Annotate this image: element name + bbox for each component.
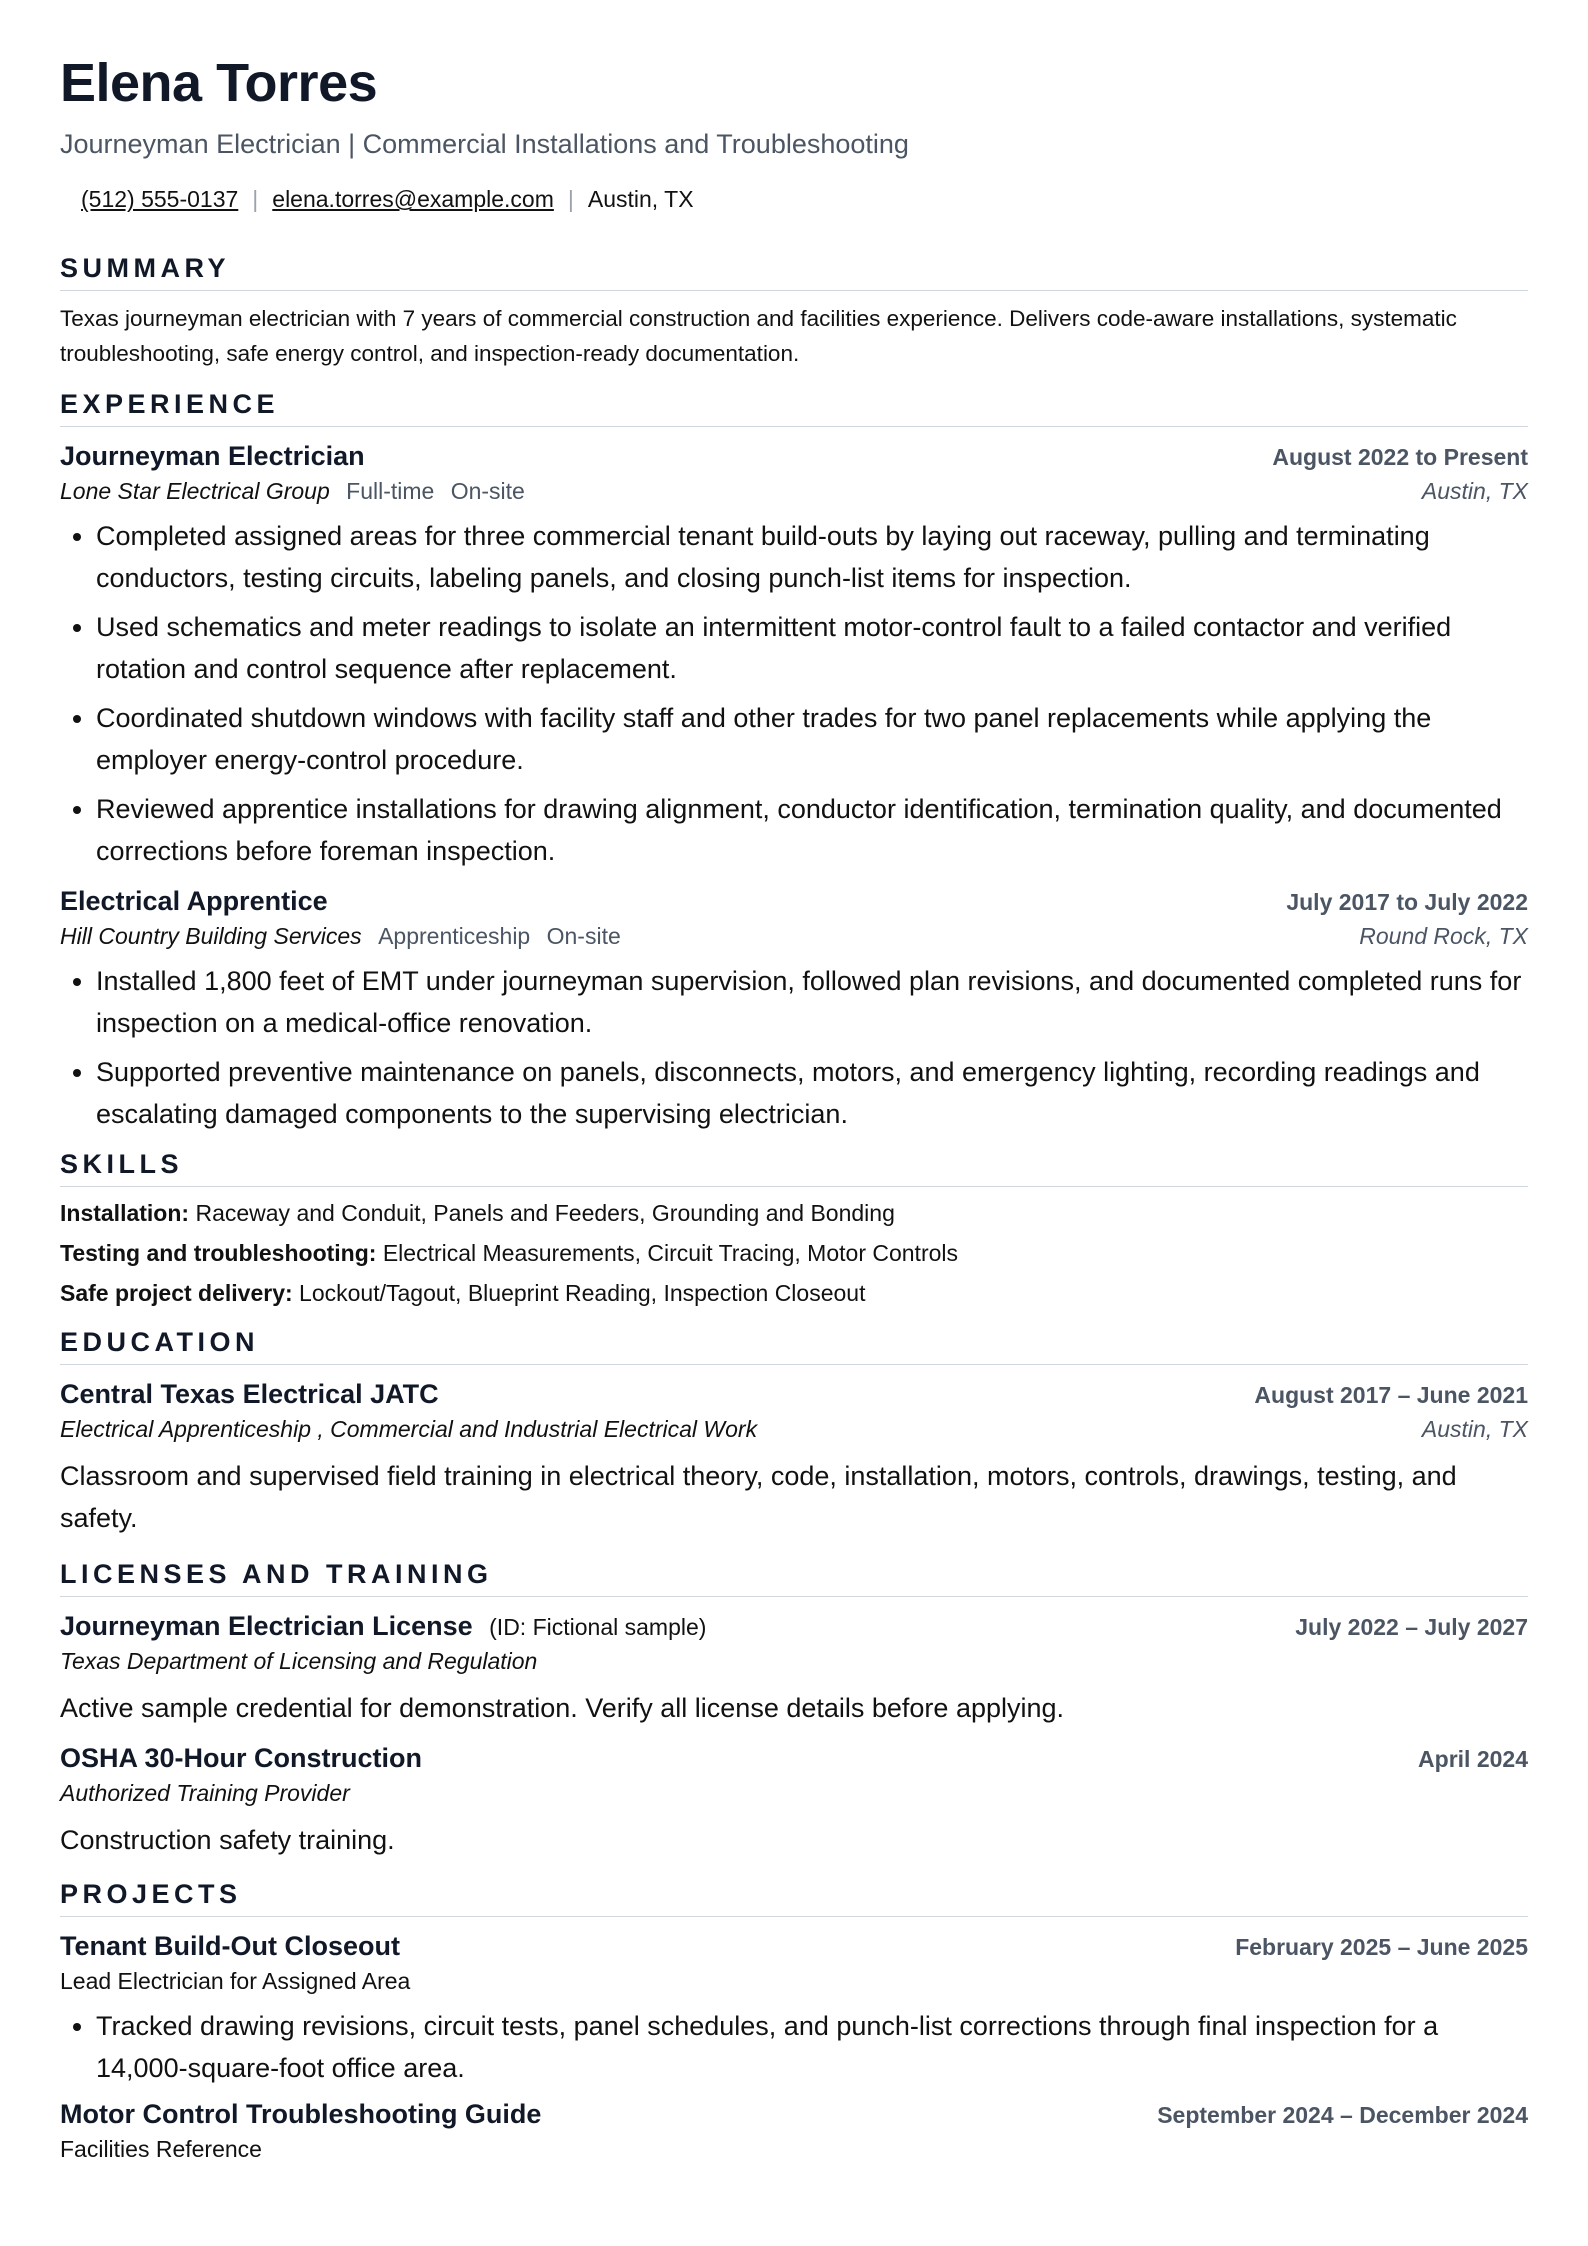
job-title: Electrical Apprentice <box>60 886 328 917</box>
employment-type: Full-time <box>346 478 435 505</box>
bullet-item: • Installed 1,800 feet of EMT under journeyman supervision, followed plan revisions, and documented completed runs for inspection on a medical-office renovation. <box>96 960 1528 1044</box>
license-dates: July 2022 – July 2027 <box>1295 1614 1528 1641</box>
skills-list <box>60 1193 1528 1313</box>
job-bullets <box>60 960 1528 1135</box>
section-heading-skills: SKILLS <box>60 1149 1528 1187</box>
experience-entry <box>60 886 1528 1135</box>
project-dates: February 2025 – June 2025 <box>1235 1934 1528 1961</box>
license-issuer: Texas Department of Licensing and Regulation <box>60 1648 538 1675</box>
employment-type: Apprenticeship <box>378 923 531 950</box>
project-dates: September 2024 – December 2024 <box>1157 2102 1528 2129</box>
job-dates: July 2017 to July 2022 <box>1286 889 1528 916</box>
education-location: Austin, TX <box>1421 1416 1528 1443</box>
license-description: Construction safety training. <box>60 1825 395 1856</box>
skill-line <box>60 1273 1528 1313</box>
project-entry <box>60 1931 1528 2089</box>
skill-category: Safe project delivery: <box>60 1280 293 1307</box>
section-heading-projects: PROJECTS <box>60 1879 1528 1917</box>
school-name: Central Texas Electrical JATC <box>60 1379 439 1410</box>
license-entry <box>60 1743 1528 1861</box>
skill-category: Testing and troubleshooting: <box>60 1240 377 1267</box>
program-name: Electrical Apprenticeship , Commercial and Industrial Electrical Work <box>60 1416 758 1443</box>
section-heading-licenses: LICENSES AND TRAINING <box>60 1559 1528 1597</box>
bullet-item: • Supported preventive maintenance on panels, disconnects, motors, and emergency lighting, recording readings and escalating damaged components to the supervising electrician. <box>96 1051 1528 1135</box>
job-location: Austin, TX <box>1421 478 1528 505</box>
job-title: Journeyman Electrician <box>60 441 365 472</box>
contact-separator: | <box>252 186 259 213</box>
candidate-name: Elena Torres <box>60 53 378 113</box>
project-title: Tenant Build-Out Closeout <box>60 1931 400 1962</box>
education-entry <box>60 1379 1528 1539</box>
job-bullets <box>60 515 1528 872</box>
experience-entry <box>60 441 1528 872</box>
bullet-item: • Reviewed apprentice installations for drawing alignment, conductor identification, termination quality, and documented corrections before foreman inspection. <box>96 788 1528 872</box>
skill-items: Lockout/Tagout, Blueprint Reading, Inspection Closeout <box>299 1280 866 1307</box>
candidate-headline: Journeyman Electrician | Commercial Installations and Troubleshooting <box>60 129 909 160</box>
skill-items: Electrical Measurements, Circuit Tracing, Motor Controls <box>382 1240 959 1267</box>
license-entry <box>60 1611 1528 1729</box>
section-heading-experience: EXPERIENCE <box>60 389 1528 427</box>
summary-text: Texas journeyman electrician with 7 years of commercial construction and facilities experience. Delivers code-aware installations, systematic troubleshooting, safe energy control, and inspection-ready documentation. <box>60 306 1457 367</box>
license-id: (ID: Fictional sample) <box>489 1614 707 1641</box>
bullet-item: • Used schematics and meter readings to isolate an intermittent motor-control fault to a failed contactor and verified rotation and control sequence after replacement. <box>96 606 1528 690</box>
job-dates: August 2022 to Present <box>1272 444 1528 471</box>
license-description: Active sample credential for demonstration. Verify all license details before applying. <box>60 1693 1065 1724</box>
work-mode: On-site <box>450 478 525 505</box>
company-name: Lone Star Electrical Group <box>60 478 330 505</box>
contact-line <box>60 186 1528 213</box>
section-heading-education: EDUCATION <box>60 1327 1528 1365</box>
license-dates: April 2024 <box>1418 1746 1528 1773</box>
bullet-item: • Coordinated shutdown windows with facility staff and other trades for two panel replacements while applying the employer energy-control procedure. <box>96 697 1528 781</box>
email-link[interactable]: elena.torres@example.com <box>272 186 554 213</box>
bullet-item: • Tracked drawing revisions, circuit tests, panel schedules, and punch-list corrections through final inspection for a 14,000-square-foot office area. <box>96 2005 1528 2089</box>
contact-separator: | <box>567 186 574 213</box>
company-name: Hill Country Building Services <box>60 923 362 950</box>
license-issuer: Authorized Training Provider <box>60 1780 350 1807</box>
work-mode: On-site <box>546 923 621 950</box>
license-title: OSHA 30-Hour Construction <box>60 1743 423 1774</box>
license-title: Journeyman Electrician License <box>60 1611 473 1642</box>
section-heading-summary: SUMMARY <box>60 253 1528 291</box>
skill-category: Installation: <box>60 1200 190 1227</box>
bullet-item: • Completed assigned areas for three commercial tenant build-outs by laying out raceway, pulling and terminating conductors, testing circuits, labeling panels, and closing punch-list items for inspection. <box>96 515 1528 599</box>
location-text: Austin, TX <box>587 186 694 213</box>
education-dates: August 2017 – June 2021 <box>1254 1382 1528 1409</box>
skill-line <box>60 1193 1528 1233</box>
project-role: Lead Electrician for Assigned Area <box>60 1968 411 1995</box>
project-role: Facilities Reference <box>60 2136 262 2163</box>
skill-items: Raceway and Conduit, Panels and Feeders, Grounding and Bonding <box>195 1200 895 1227</box>
education-description: Classroom and supervised field training in electrical theory, code, installation, motors, controls, drawings, testing, and safety. <box>60 1461 1457 1534</box>
project-bullets <box>60 2005 1528 2089</box>
skill-line <box>60 1233 1528 1273</box>
phone-link[interactable]: (512) 555-0137 <box>81 186 239 213</box>
job-location: Round Rock, TX <box>1359 923 1528 950</box>
project-entry <box>60 2099 1528 2163</box>
project-title: Motor Control Troubleshooting Guide <box>60 2099 542 2130</box>
